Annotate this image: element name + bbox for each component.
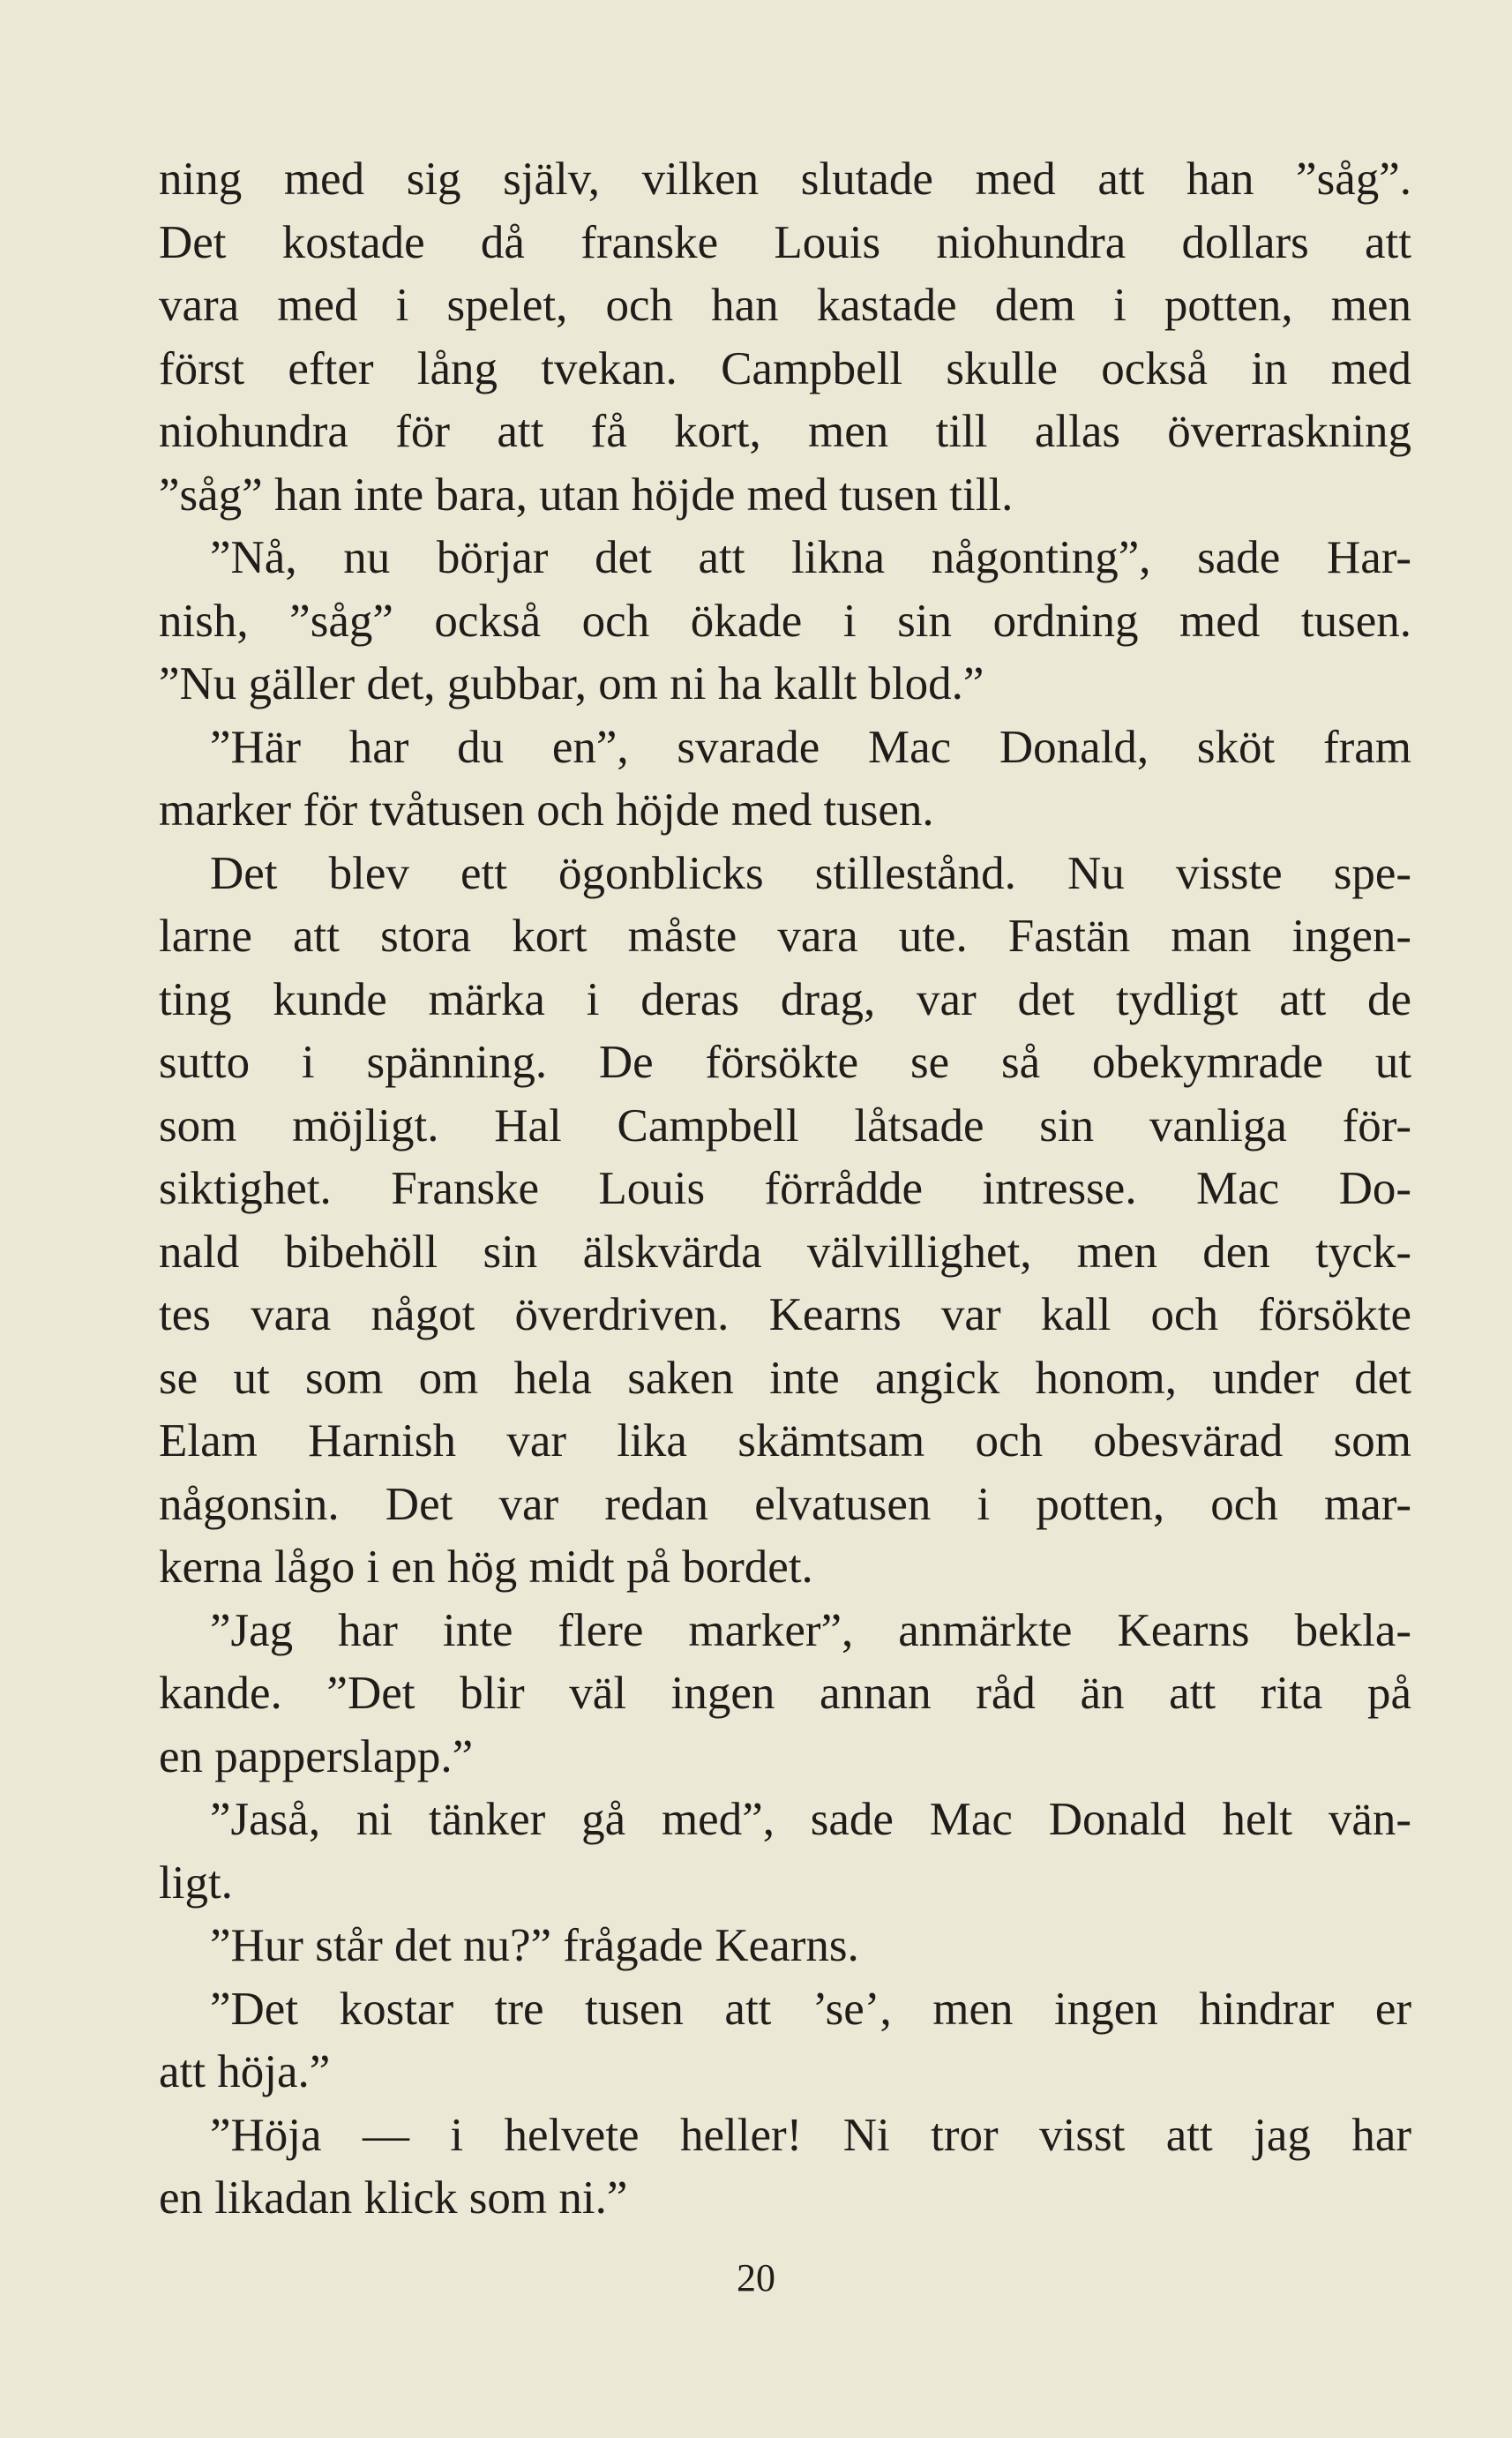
text-line: först efter lång tvekan. Campbell skulle också in med — [159, 342, 1411, 394]
text-line: en likadan klick som ni.” — [159, 2172, 628, 2224]
text-line: ”Jaså, ni tänker gå med”, sade Mac Donald helt vän- — [210, 1794, 1411, 1845]
text-line: Det blev ett ögonblicks stillestånd. Nu visste spe- — [210, 847, 1411, 899]
text-line: kerna lågo i en hög midt på bordet. — [159, 1542, 813, 1593]
text-line: ”Här har du en”, svarade Mac Donald, sköt fram — [210, 721, 1411, 773]
text-line: som möjligt. Hal Campbell låtsade sin vanliga för- — [159, 1099, 1411, 1151]
text-line: niohundra för att få kort, men till allas överraskning — [159, 406, 1411, 457]
text-line: Elam Harnish var lika skämtsam och obesvärad som — [159, 1415, 1411, 1467]
text-line: ”Jag har inte flere marker”, anmärkte Kearns bekla- — [210, 1604, 1411, 1656]
text-line: ting kunde märka i deras drag, var det tydligt att de — [159, 973, 1411, 1025]
text-line: vara med i spelet, och han kastade dem i potten, men — [159, 280, 1411, 331]
text-line: att höja.” — [159, 2046, 331, 2097]
text-line: larne att stora kort måste vara ute. Fastän man ingen- — [159, 911, 1411, 962]
text-line: Det kostade då franske Louis niohundra dollars att — [159, 216, 1411, 268]
text-line: nish, ”såg” också och ökade i sin ordning med tusen. — [159, 595, 1411, 647]
text-line: se ut som om hela saken inte angick honom, under det — [159, 1352, 1411, 1404]
text-line: ”såg” han inte bara, utan höjde med tusen till. — [159, 469, 1014, 521]
text-line: tes vara något överdriven. Kearns var kall och försökte — [159, 1289, 1411, 1340]
text-line: sutto i spänning. De försökte se så obekymrade ut — [159, 1037, 1411, 1088]
text-line: ligt. — [159, 1857, 233, 1909]
text-line: marker för tvåtusen och höjde med tusen. — [159, 784, 934, 836]
text-line: siktighet. Franske Louis förrådde intresse. Mac Do- — [159, 1163, 1411, 1214]
text-line: ”Det kostar tre tusen att ’se’, men ingen hindrar er — [210, 1983, 1411, 2035]
text-line: ning med sig själv, vilken slutade med att han ”såg”. — [159, 154, 1411, 205]
text-line: någonsin. Det var redan elvatusen i potten, och mar- — [159, 1478, 1411, 1530]
text-line: en papperslapp.” — [159, 1730, 474, 1782]
text-line: ”Nå, nu börjar det att likna någonting”, sade Har- — [210, 532, 1411, 583]
page-number: 20 — [737, 2256, 775, 2299]
text-line: ”Nu gäller det, gubbar, om ni ha kallt blod.” — [159, 658, 984, 709]
text-line: ”Höja — i helvete heller! Ni tror visst att jag har — [210, 2109, 1411, 2161]
text-line: kande. ”Det blir väl ingen annan råd än att rita på — [159, 1668, 1411, 1719]
text-line: ”Hur står det nu?” frågade Kearns. — [210, 1920, 859, 1971]
body-text — [159, 148, 1411, 2231]
text-line: nald bibehöll sin älskvärda välvillighet, men den tyck- — [159, 1226, 1411, 1278]
